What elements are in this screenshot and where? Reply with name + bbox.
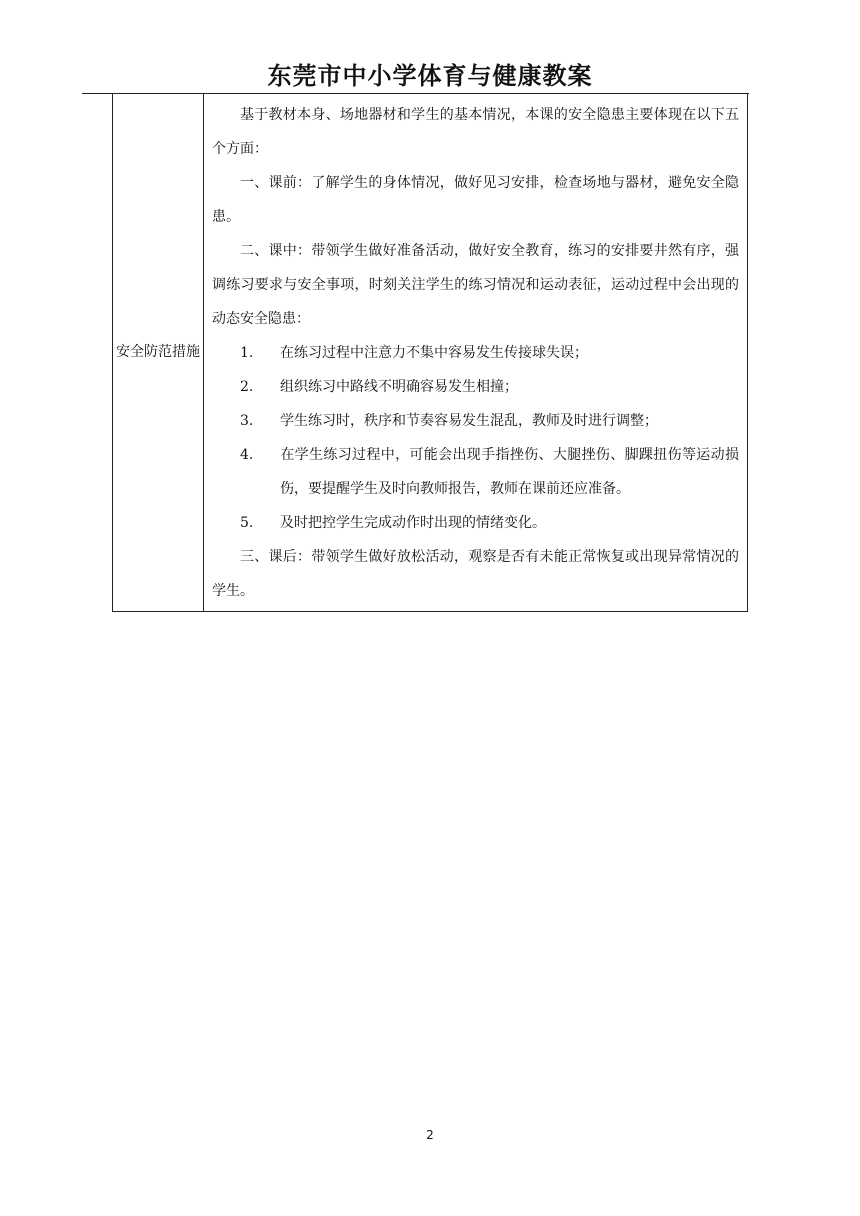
list-item-number: 5. [240, 515, 254, 531]
row-content-cell [204, 93, 748, 612]
before-class-paragraph: 一、课前：了解学生的身体情况，做好见习安排，检查场地与器材，避免安全隐患。 [212, 175, 739, 225]
list-item-number: 3. [240, 413, 254, 429]
list-item [212, 370, 739, 404]
list-item-text: 在学生练习过程中，可能会出现手指挫伤、大腿挫伤、脚踝扭伤等运动损伤，要提醒学生及时向教师报告，教师在课前还应准备。 [280, 447, 739, 497]
during-class-paragraph: 二、课中：带领学生做好准备活动，做好安全教育，练习的安排要井然有序，强调练习要求与安全事项，时刻关注学生的练习情况和运动表征，运动过程中会出现的动态安全隐患： [212, 243, 739, 327]
list-item-text: 在练习过程中注意力不集中容易发生传接球失误； [280, 345, 588, 361]
list-item [212, 438, 739, 506]
list-item [212, 404, 739, 438]
list-item [212, 336, 739, 370]
list-item-text: 及时把控学生完成动作时出现的情绪变化。 [280, 515, 546, 531]
page-number: 2 [426, 1128, 434, 1142]
list-item-text: 学生练习时，秩序和节奏容易发生混乱，教师及时进行调整； [280, 413, 658, 429]
document-header-title: 东莞市中小学体育与健康教案 [267, 62, 593, 90]
list-item-number: 1. [240, 345, 254, 361]
list-item-number: 4. [240, 447, 254, 463]
list-item-text: 组织练习中路线不明确容易发生相撞； [280, 379, 518, 395]
safety-measures-table [112, 93, 748, 612]
intro-paragraph: 基于教材本身、场地器材和学生的基本情况，本课的安全隐患主要体现在以下五个方面： [212, 107, 739, 157]
row-label-cell [113, 93, 204, 612]
after-class-paragraph: 三、课后：带领学生做好放松活动，观察是否有未能正常恢复或出现异常情况的学生。 [212, 549, 739, 599]
list-item-number: 2. [240, 379, 254, 395]
table-row [113, 93, 748, 612]
list-item [212, 506, 739, 540]
row-label: 安全防范措施 [116, 344, 200, 360]
